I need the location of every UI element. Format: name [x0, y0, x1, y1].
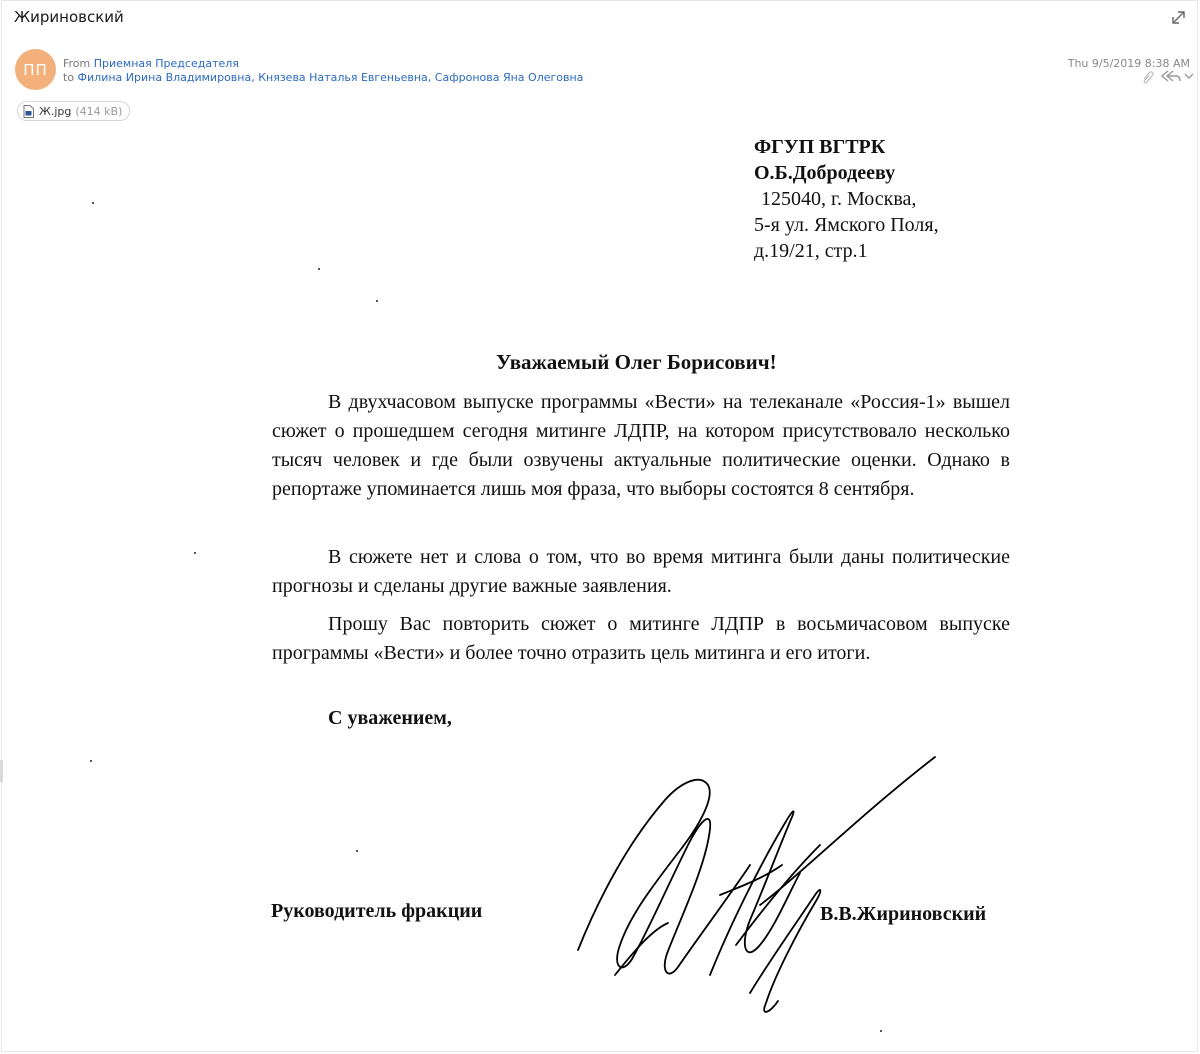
- expand-icon[interactable]: [1168, 6, 1190, 28]
- reply-all-icon[interactable]: [1162, 71, 1180, 81]
- scrollbar[interactable]: [0, 760, 3, 782]
- signature-role: Руководитель фракции: [271, 900, 483, 922]
- scan-speck: [880, 1030, 882, 1032]
- letter-paragraph: В сюжете нет и слова о том, что во время митинга были даны политические прогнозы и сделаны другие важные заявления.: [272, 546, 1010, 597]
- recipient-address: [754, 134, 939, 264]
- scan-speck: [318, 268, 320, 270]
- sent-date: Thu 9/5/2019 8:38 AM: [1067, 57, 1190, 70]
- avatar: ПП: [15, 49, 56, 90]
- message-actions: [1138, 67, 1194, 85]
- address-line: 125040, г. Москва,: [761, 188, 917, 210]
- email-subject: Жириновский: [14, 8, 124, 26]
- letter-closing: С уважением,: [328, 707, 452, 729]
- attachment-size: (414 kB): [75, 104, 123, 118]
- chevron-down-icon[interactable]: [1185, 74, 1193, 78]
- recipient-person: О.Б.Добродееву: [754, 162, 896, 184]
- signature-name: В.В.Жириновский: [820, 903, 987, 925]
- from-label: From: [63, 57, 91, 70]
- letter-greeting: Уважаемый Олег Борисович!: [496, 350, 777, 374]
- attachment-chip[interactable]: [17, 101, 130, 121]
- handwritten-signature: [560, 745, 950, 1015]
- letter-paragraph: В двухчасовом выпуске программы «Вести» на телеканале «Россия-1» вышел сюжет о прошедшем сегодня митинге ЛДПР, на котором присутствовало несколько тысяч человек и где были озвучены актуальные политические оценки. Однако в репортаже упоминается лишь моя фраза, что выборы состоятся 8 сентября.: [272, 391, 1010, 500]
- attachment-name: Ж.jpg: [39, 104, 72, 118]
- to-line: [63, 71, 583, 84]
- scan-speck: [90, 760, 92, 762]
- scan-speck: [356, 850, 358, 852]
- image-file-icon: [23, 105, 34, 118]
- attachment-icon: [1144, 72, 1153, 83]
- letter-paragraph: Прошу Вас повторить сюжет о митинге ЛДПР в восьмичасовом выпуске программы «Вести» и более точно отразить цель митинга и его итоги.: [272, 613, 1010, 664]
- address-line: д.19/21, стр.1: [754, 240, 868, 262]
- scan-speck: [92, 202, 94, 204]
- to-label: to: [63, 71, 75, 84]
- sender-link[interactable]: Приемная Председателя: [93, 57, 239, 70]
- from-line: [63, 57, 239, 70]
- scan-speck: [376, 300, 378, 302]
- scan-speck: [194, 552, 196, 554]
- recipients-link[interactable]: Филина Ирина Владимировна, Князева Наталья Евгеньевна, Сафронова Яна Олеговна: [77, 71, 584, 84]
- address-line: 5-я ул. Ямского Поля,: [754, 214, 939, 236]
- recipient-org: ФГУП ВГТРК: [754, 136, 886, 158]
